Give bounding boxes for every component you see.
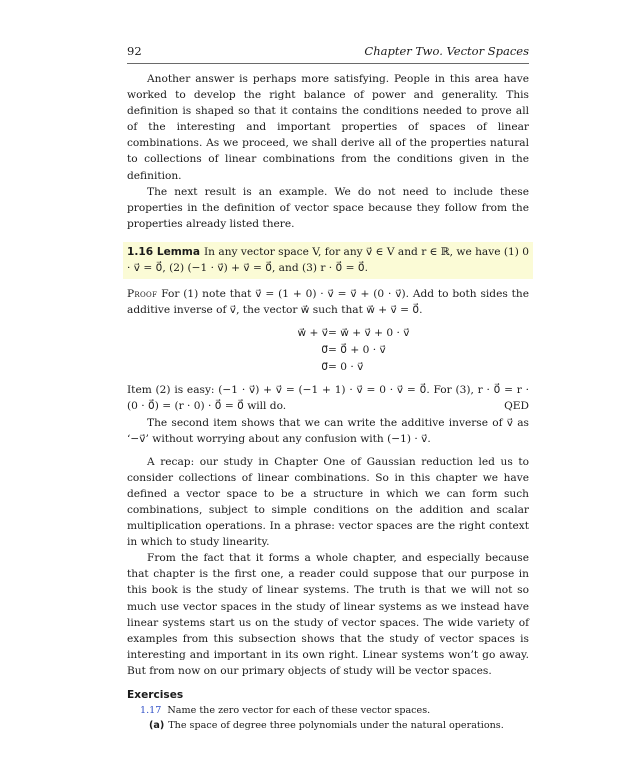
chapter-title: Chapter Two. Vector Spaces — [364, 44, 529, 58]
equation-lhs: w⃗ + v⃗ — [297, 327, 328, 340]
equation-row — [127, 359, 529, 376]
proof-label: Proof — [127, 288, 158, 301]
exercise-item — [140, 703, 529, 718]
exercise-text: Name the zero vector for each of these vector spaces. — [167, 705, 431, 717]
running-header — [127, 44, 529, 62]
page-number: 92 — [127, 44, 142, 58]
page-body — [127, 71, 529, 733]
equation-rhs: = 0 · v⃗ — [328, 361, 364, 374]
exercise-number[interactable]: 1.17 — [140, 705, 162, 717]
paragraph-definition-motivation: Another answer is perhaps more satisfying. People in this area have worked to develop the right balance of power and generality. This definition is shaped so that it contains the conditions needed to prove all of the interesting and important properties of spaces of linear combinations. As we proceed, we shall derive all of the properties natural to collections of linear combinations from the conditions given in the definition. — [127, 73, 529, 182]
equation-row — [127, 325, 529, 342]
paragraph-next-result: The next result is an example. We do not need to include these properties in the definition of vector space because they follow from the properties already listed there. — [127, 185, 529, 230]
exercise-subitem-label: (a) — [149, 720, 165, 732]
equation-lhs: 0⃗ — [321, 344, 328, 357]
equation-lhs: 0⃗ — [321, 361, 328, 374]
header-rule — [127, 63, 529, 64]
proof-intro-text: For (1) note that v⃗ = (1 + 0) · v⃗ = v⃗ + (0 · v⃗). Add to both sides the additive inverse of v⃗, the vector w⃗ such that w⃗ + v⃗ = 0⃗. — [127, 288, 529, 317]
lemma-box — [123, 242, 533, 279]
lemma-statement: In any vector space V, for any v⃗ ∈ V and r ∈ ℝ, we have (1) 0 · v⃗ = 0⃗, (2) (−1 · v⃗) + v⃗ = 0⃗, and (3) r · 0⃗ = 0⃗. — [127, 245, 529, 275]
lemma-label: 1.16 Lemma — [127, 245, 200, 258]
exercise-subitem — [149, 718, 529, 733]
exercises-heading: Exercises — [127, 689, 184, 701]
paragraph-recap: A recap: our study in Chapter One of Gaussian reduction led us to consider collections of linear combinations. So in this chapter we have defined a vector space to be a structure in which we can form such combinations, subject to simple conditions on the addition and scalar multiplication operations. In a phrase: vector spaces are the right context in which to study linearity. — [127, 455, 529, 549]
proof-intro — [127, 286, 529, 318]
equation-rhs: = 0⃗ + 0 · v⃗ — [328, 344, 386, 357]
equation-rhs: = w⃗ + v⃗ + 0 · v⃗ — [328, 327, 410, 340]
proof-conclusion — [127, 382, 529, 414]
paragraph-linear-systems: From the fact that it forms a whole chapter, and especially because that chapter is the first one, a reader could suppose that our purpose in this book is the study of linear systems. The truth is that we will not so much use vector spaces in the study of linear systems as we instead have linear systems start us on the study of vector spaces. The wide variety of examples from this subsection shows that the study of vector spaces is interesting and important in its own right. Linear systems won’t go away. But from now on our primary objects of study will be vector spaces. — [127, 552, 529, 677]
equation-row — [127, 342, 529, 359]
paragraph-additive-inverse: The second item shows that we can write the additive inverse of v⃗ as ‘−v⃗’ without worrying about any confusion with (−1) · v⃗. — [127, 416, 529, 445]
qed-mark: QED — [504, 400, 529, 413]
proof-conclusion-text: Item (2) is easy: (−1 · v⃗) + v⃗ = (−1 + 1) · v⃗ = 0 · v⃗ = 0⃗. For (3), r · 0⃗ = r · (0 · 0⃗) = (r · 0) · 0⃗ = 0⃗ will do. — [127, 384, 529, 413]
exercise-subitem-text: The space of degree three polynomials under the natural operations. — [168, 720, 504, 732]
proof-equations — [127, 325, 529, 376]
